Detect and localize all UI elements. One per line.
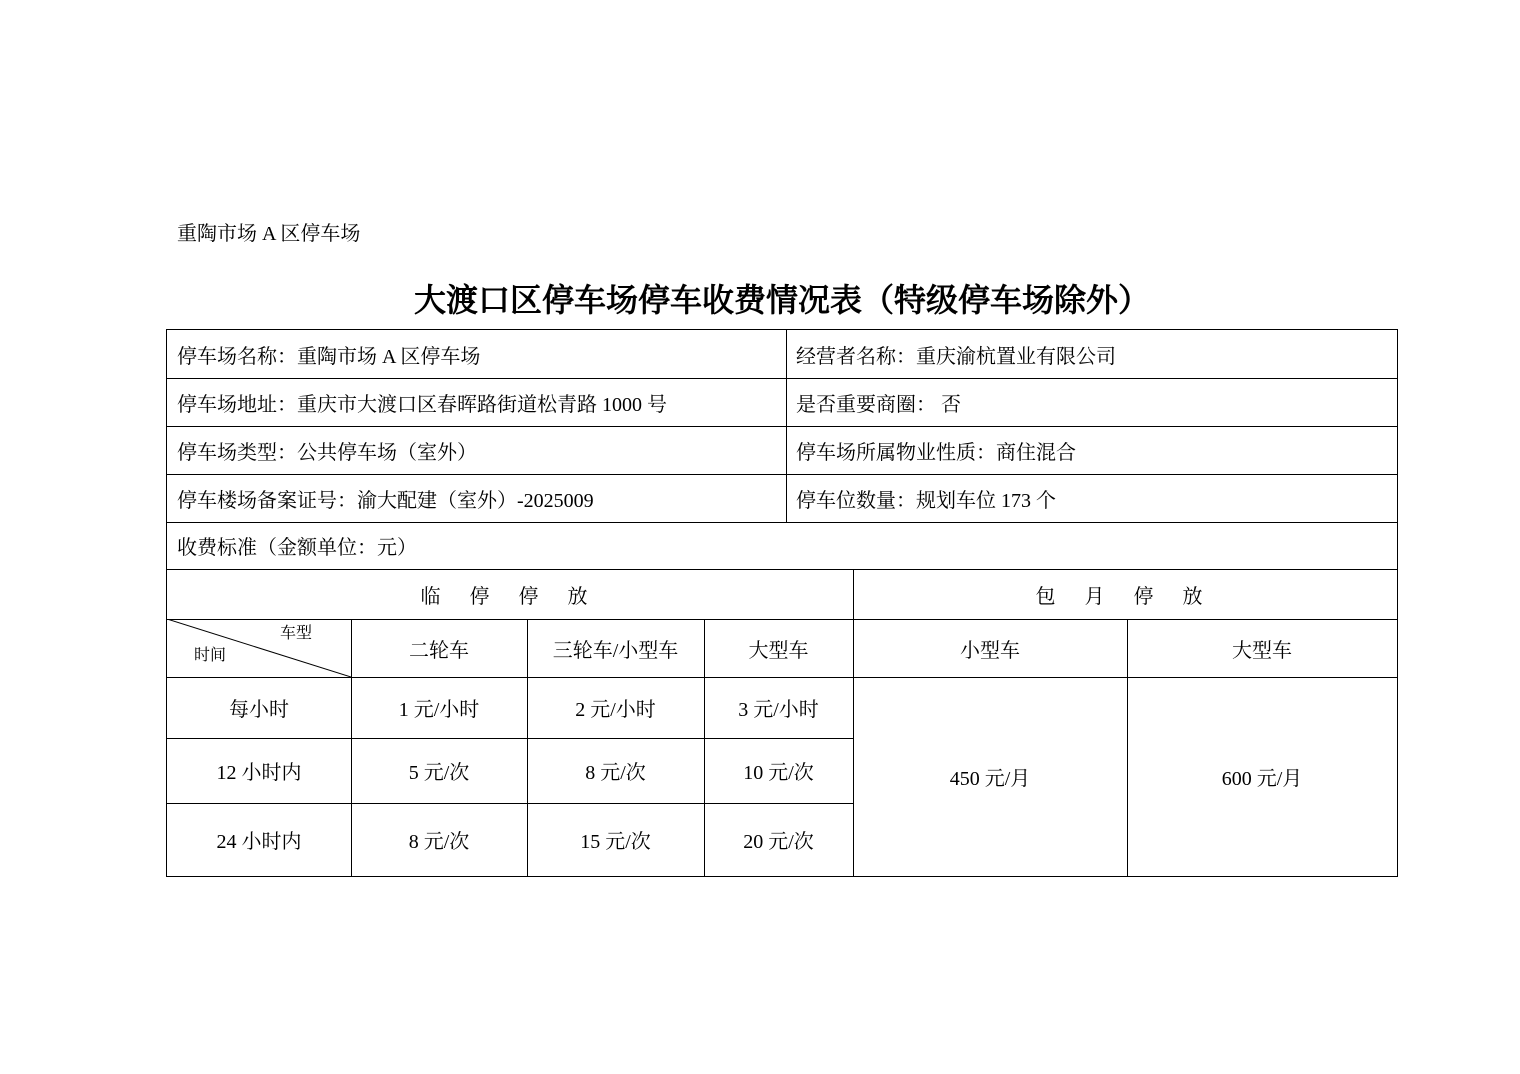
parking-name: 停车场名称：重陶市场 A 区停车场	[177, 345, 481, 368]
col-header-two-wheel: 二轮车	[409, 639, 469, 662]
operator-name: 经营者名称：重庆渝杭置业有限公司	[796, 345, 1116, 368]
fee-cell: 5 元/次	[408, 762, 470, 784]
col-header-monthly-small: 小型车	[960, 639, 1020, 662]
fee-cell: 8 元/次	[408, 831, 470, 853]
fee-cell: 15 元/次	[580, 831, 651, 853]
fee-cell: 8 元/次	[585, 762, 646, 784]
fee-table	[166, 329, 1398, 877]
monthly-small-fee: 450 元/月	[949, 768, 1031, 790]
row-label-12h: 12 小时内	[216, 762, 302, 784]
corner-vehicle-label: 车型	[280, 625, 313, 642]
page-label: 重陶市场 A 区停车场	[177, 223, 361, 245]
fee-cell: 3 元/小时	[738, 699, 819, 721]
col-header-three-wheel-small: 三轮车/小型车	[552, 639, 679, 662]
corner-header-cell	[167, 619, 351, 677]
col-header-monthly-large: 大型车	[1232, 639, 1292, 662]
record-number: 停车楼场备案证号：渝大配建（室外）-2025009	[177, 489, 594, 512]
fee-cell: 1 元/小时	[398, 699, 480, 721]
monthly-large-fee: 600 元/月	[1221, 768, 1303, 790]
monthly-parking-header: 包 月 停 放	[1035, 585, 1215, 608]
fee-cell: 10 元/次	[743, 762, 814, 784]
row-label-hourly: 每小时	[229, 699, 289, 721]
row-label-24h: 24 小时内	[216, 831, 302, 853]
parking-spaces: 停车位数量：规划车位 173 个	[796, 489, 1056, 512]
col-header-large: 大型车	[748, 639, 809, 662]
fee-standard-label: 收费标准（金额单位：元）	[177, 537, 417, 559]
corner-time-label: 时间	[194, 647, 227, 664]
parking-type: 停车场类型：公共停车场（室外）	[177, 441, 477, 464]
fee-cell: 2 元/小时	[575, 699, 656, 721]
fee-cell: 20 元/次	[743, 831, 814, 853]
parking-address: 停车场地址：重庆市大渡口区春晖路街道松青路 1000 号	[177, 393, 667, 416]
temporary-parking-header: 临 停 停 放	[420, 585, 600, 608]
business-district: 是否重要商圈： 否	[796, 393, 961, 416]
page-title: 大渡口区停车场停车收费情况表（特级停车场除外）	[413, 282, 1150, 318]
property-nature: 停车场所属物业性质：商住混合	[796, 441, 1076, 464]
